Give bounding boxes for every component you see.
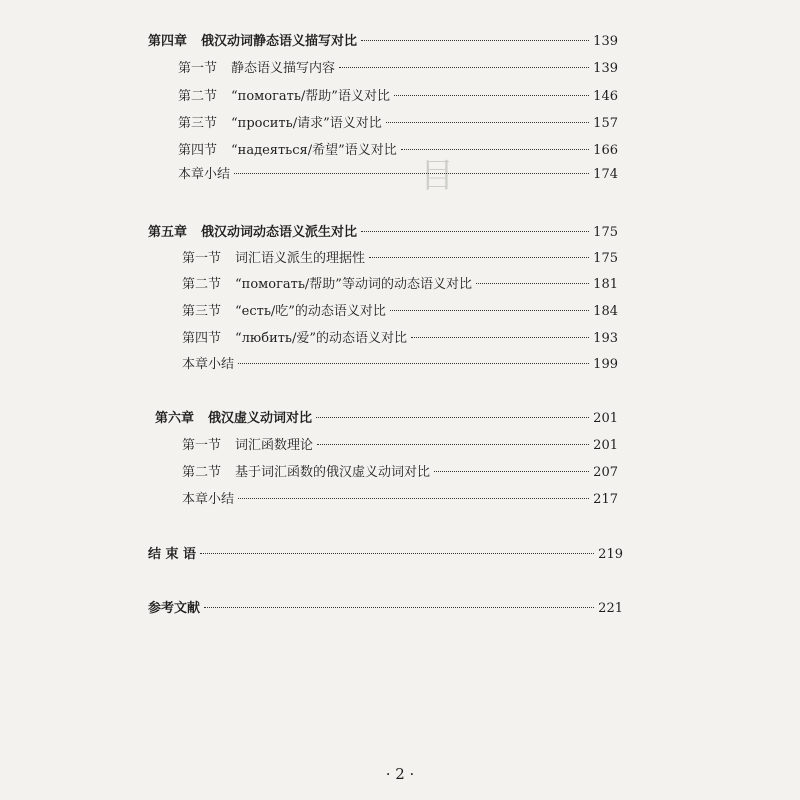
section-title: “просить/请求”语义对比 bbox=[231, 116, 382, 131]
section-label: 第三节 bbox=[182, 304, 222, 319]
toc-ch5-section-1[interactable] bbox=[182, 250, 618, 268]
section-title: “любить/爱”的动态语义对比 bbox=[235, 331, 408, 346]
section-title: 词汇语义派生的理据性 bbox=[235, 251, 366, 266]
page-number: 157 bbox=[593, 116, 618, 131]
page-number: 139 bbox=[593, 61, 618, 76]
page-footer-number: · 2 · bbox=[385, 765, 415, 783]
section-title: 结 束 语 bbox=[148, 547, 197, 562]
section-label: 第三节 bbox=[178, 116, 218, 131]
section-label: 第一节 bbox=[182, 438, 222, 453]
leader-dots bbox=[361, 40, 589, 41]
section-label: 第二节 bbox=[182, 277, 222, 292]
toc-ch5-section-2[interactable] bbox=[182, 276, 618, 294]
page-number: 166 bbox=[593, 143, 618, 158]
toc-chapter-6[interactable] bbox=[155, 410, 618, 428]
chapter-label: 第五章 bbox=[148, 225, 188, 240]
toc-ch6-summary[interactable] bbox=[182, 491, 618, 509]
page-number: 221 bbox=[598, 601, 623, 616]
toc-ch4-section-1[interactable] bbox=[178, 60, 618, 78]
page-number: 193 bbox=[593, 331, 618, 346]
leader-dots bbox=[238, 363, 589, 364]
section-label: 第一节 bbox=[178, 61, 218, 76]
section-title: 基于词汇函数的俄汉虚义动词对比 bbox=[235, 465, 431, 480]
leader-dots bbox=[401, 149, 589, 150]
section-title: “помогать/帮助”等动词的动态语义对比 bbox=[235, 277, 472, 292]
leader-dots bbox=[238, 498, 589, 499]
page-number: 139 bbox=[593, 34, 618, 49]
page-number: 199 bbox=[593, 357, 618, 372]
page-number: 146 bbox=[593, 89, 618, 104]
bleed-through-text: 目 bbox=[420, 156, 454, 196]
section-title: 本章小结 bbox=[182, 357, 235, 372]
page-number: 174 bbox=[593, 167, 618, 182]
chapter-label: 第四章 bbox=[148, 34, 188, 49]
page-number: 219 bbox=[598, 547, 623, 562]
leader-dots bbox=[361, 231, 589, 232]
section-label: 第四节 bbox=[182, 331, 222, 346]
toc-ch4-section-3[interactable] bbox=[178, 115, 618, 133]
toc-conclusion[interactable] bbox=[148, 546, 623, 564]
chapter-title: 俄汉动词静态语义描写对比 bbox=[201, 34, 358, 49]
leader-dots bbox=[411, 337, 589, 338]
section-title: 词汇函数理论 bbox=[235, 438, 314, 453]
toc-ch5-summary[interactable] bbox=[182, 356, 618, 374]
leader-dots bbox=[317, 444, 589, 445]
leader-dots bbox=[386, 122, 589, 123]
leader-dots bbox=[369, 257, 589, 258]
section-label: 第二节 bbox=[182, 465, 222, 480]
section-label: 第四节 bbox=[178, 143, 218, 158]
toc-references[interactable] bbox=[148, 600, 623, 618]
page-number: 184 bbox=[593, 304, 618, 319]
section-label: 第一节 bbox=[182, 251, 222, 266]
leader-dots bbox=[316, 417, 589, 418]
chapter-title: 俄汉虚义动词对比 bbox=[208, 411, 313, 426]
section-title: 参考文献 bbox=[148, 601, 201, 616]
page-number: 207 bbox=[593, 465, 618, 480]
leader-dots bbox=[339, 67, 589, 68]
leader-dots bbox=[204, 607, 594, 608]
toc-ch5-section-3[interactable] bbox=[182, 303, 618, 321]
leader-dots bbox=[234, 173, 589, 174]
toc-ch4-section-2[interactable] bbox=[178, 88, 618, 106]
section-label: 第二节 bbox=[178, 89, 218, 104]
section-title: “есть/吃”的动态语义对比 bbox=[235, 304, 386, 319]
leader-dots bbox=[394, 95, 589, 96]
section-title: 本章小结 bbox=[182, 492, 235, 507]
page-number: 175 bbox=[593, 251, 618, 266]
page-number: 201 bbox=[593, 438, 618, 453]
toc-ch4-summary[interactable] bbox=[178, 166, 618, 184]
page-number: 175 bbox=[593, 225, 618, 240]
toc-ch6-section-1[interactable] bbox=[182, 437, 618, 455]
toc-ch5-section-4[interactable] bbox=[182, 330, 618, 348]
leader-dots bbox=[434, 471, 589, 472]
page-number: 217 bbox=[593, 492, 618, 507]
page-number: 181 bbox=[593, 277, 618, 292]
chapter-label: 第六章 bbox=[155, 411, 195, 426]
leader-dots bbox=[200, 553, 594, 554]
chapter-title: 俄汉动词动态语义派生对比 bbox=[201, 225, 358, 240]
section-title: “помогать/帮助”语义对比 bbox=[231, 89, 390, 104]
leader-dots bbox=[390, 310, 589, 311]
leader-dots bbox=[476, 283, 589, 284]
toc-ch6-section-2[interactable] bbox=[182, 464, 618, 482]
section-title: “надеяться/希望”语义对比 bbox=[231, 143, 397, 158]
section-title: 本章小结 bbox=[178, 167, 231, 182]
page-number: 201 bbox=[593, 411, 618, 426]
section-title: 静态语义描写内容 bbox=[231, 61, 336, 76]
toc-chapter-5[interactable] bbox=[148, 224, 618, 242]
toc-chapter-4[interactable] bbox=[148, 33, 618, 51]
toc-ch4-section-4[interactable] bbox=[178, 142, 618, 160]
